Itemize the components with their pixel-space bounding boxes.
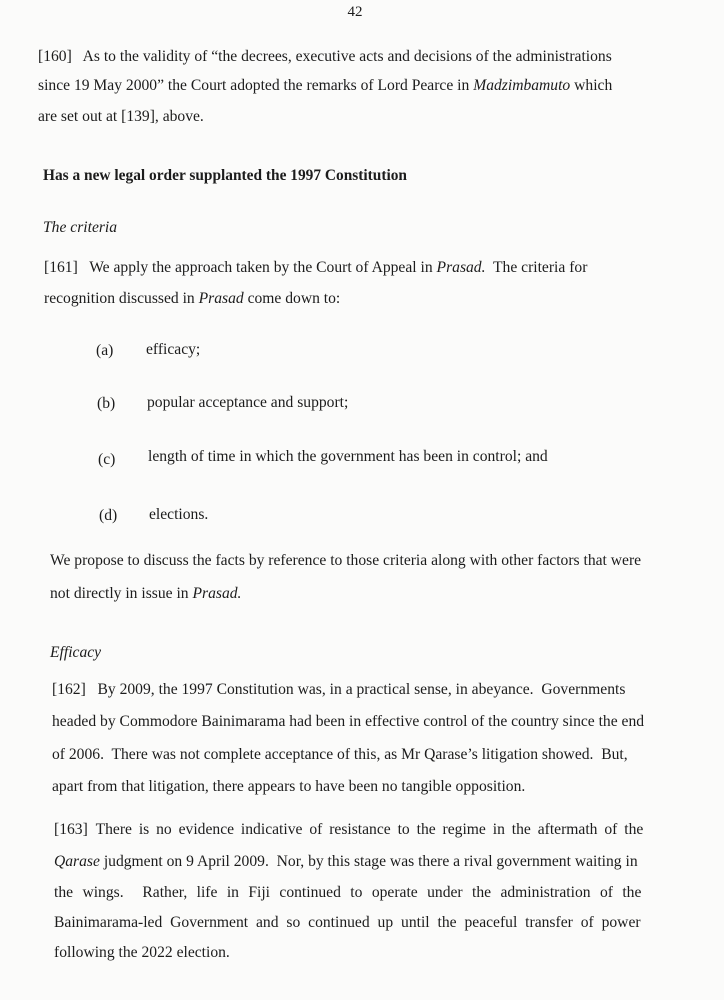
para163-line3: the wings. Rather, life in Fiji continued to operate under the administration of the [54,884,642,901]
paragraph-number: [161] [44,259,78,276]
list-item-label: (a) [96,342,114,359]
subheading-criteria: The criteria [43,219,118,236]
case-name: Prasad. [436,259,486,276]
para160-line2 [38,76,612,96]
paragraph-number: [163] [54,821,88,838]
para161-line1 [44,258,587,278]
para161-line2 [44,289,340,309]
paragraph-number: [160] [38,48,72,65]
para162-line3: of 2006. There was not complete acceptance of this, as Mr Qarase’s litigation showed. But, [52,746,628,763]
para160-line1 [38,47,672,67]
list-item-label: (c) [98,451,116,468]
case-name: Prasad. [192,585,242,602]
para161-text: The criteria for [485,259,588,276]
list-item-text: popular acceptance and support; [147,394,349,411]
list-item-text: elections. [149,506,209,523]
case-name: Madzimbamuto [473,77,571,94]
propose-line1: We propose to discuss the facts by reference to those criteria along with other factors that were [50,552,642,569]
para160-text: which [570,77,613,94]
case-name: Prasad [198,290,244,307]
paragraph-number: [162] [52,681,86,698]
subheading-efficacy: Efficacy [50,644,102,661]
para160-text: since 19 May 2000” the Court adopted the remarks of Lord Pearce in [38,77,474,94]
para160-line3: are set out at [139], above. [38,108,204,125]
para163-line1 [54,820,643,840]
para162-line2: headed by Commodore Bainimarama had been in effective control of the country since the end [52,713,645,730]
para163-text: There is no evidence indicative of resistance to the regime in the aftermath of the [95,821,644,838]
list-item-label: (b) [97,395,116,412]
propose-line2 [50,584,241,604]
section-heading: Has a new legal order supplanted the 1997 Constitution [43,167,407,184]
para163-text: judgment on 9 April 2009. Nor, by this stage was there a rival government waiting in [99,853,638,870]
para161-text: recognition discussed in [44,290,199,307]
para162-line4: apart from that litigation, there appears to have been no tangible opposition. [52,778,526,795]
para163-line5: following the 2022 election. [54,944,230,961]
para161-text: come down to: [243,290,341,307]
para160-text: As to the validity of “the decrees, executive acts and decisions of the administrations [82,48,612,65]
para162-text: By 2009, the 1997 Constitution was, in a practical sense, in abeyance. Governments [97,681,626,698]
case-name: Qarase [54,853,100,870]
para163-line4: Bainimarama-led Government and so continued up until the peaceful transfer of power [54,914,641,931]
list-item-text: length of time in which the government has been in control; and [148,448,548,465]
page-number: 42 [347,4,363,20]
list-item-text: efficacy; [146,341,201,358]
propose-text: not directly in issue in [50,585,193,602]
para163-line2 [54,852,638,872]
para162-line1 [52,680,625,700]
para161-text: We apply the approach taken by the Court of Appeal in [89,259,437,276]
list-item-label: (d) [99,507,118,524]
